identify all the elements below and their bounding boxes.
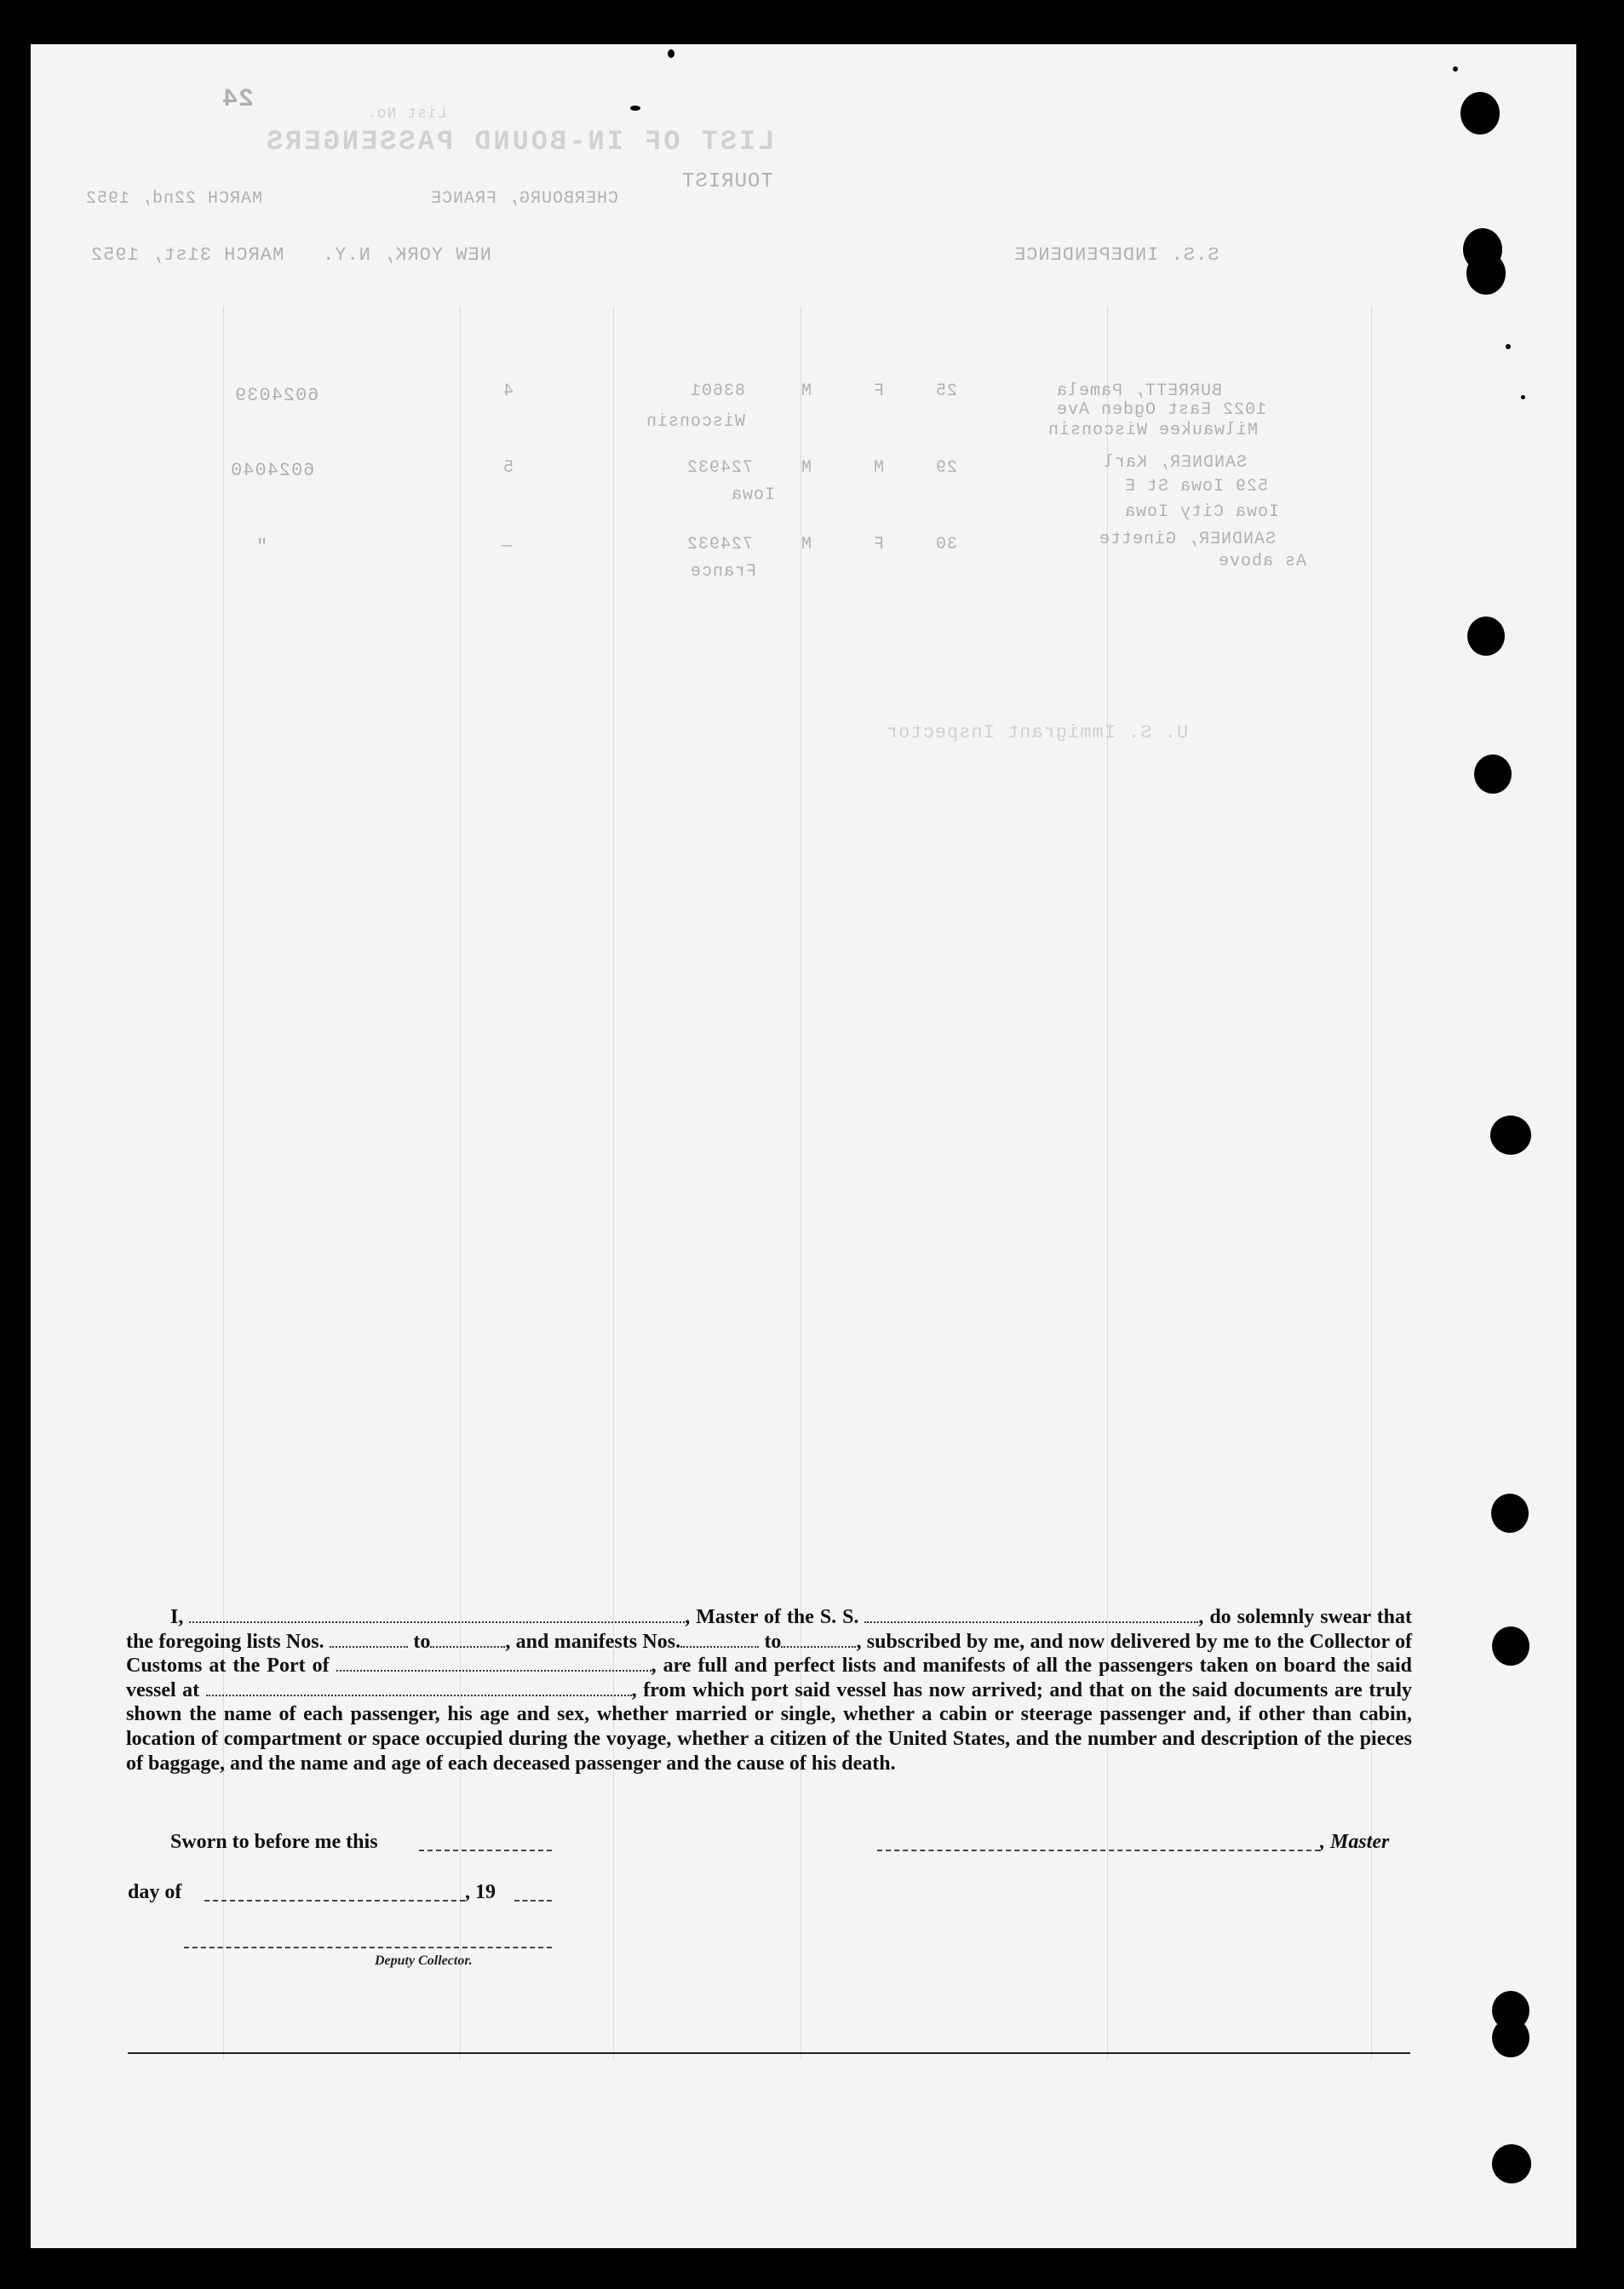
bleed-passenger-name: SANDNER, Karl bbox=[1103, 453, 1248, 473]
bleed-passenger-line: — bbox=[501, 536, 513, 556]
blank-port[interactable] bbox=[336, 1665, 651, 1672]
blank-year[interactable] bbox=[514, 1900, 552, 1902]
bleed-list-number: 24 bbox=[221, 85, 255, 114]
blank-manifest-from[interactable] bbox=[680, 1641, 759, 1648]
bleed-date-from: MARCH 22nd, 1952 bbox=[85, 189, 263, 209]
bleed-inspector: U. S. Immigrant Inspector bbox=[886, 722, 1189, 743]
sworn-label: Sworn to before me this bbox=[170, 1831, 378, 1853]
bleed-passenger-doc: 724932 bbox=[686, 458, 754, 478]
column-line bbox=[460, 307, 461, 2061]
blank-vessel-name[interactable] bbox=[864, 1616, 1198, 1623]
punch-hole bbox=[1474, 754, 1512, 794]
bleed-passenger-age: 30 bbox=[935, 535, 958, 554]
oath-swear: swear that the foregoing lists Nos. bbox=[126, 1606, 1413, 1653]
bleed-passenger-state: Wisconsin bbox=[646, 412, 746, 432]
bleed-passenger-ref: 6024039 bbox=[234, 385, 319, 406]
blank-deputy-signature[interactable] bbox=[184, 1947, 552, 1948]
bleed-ship: S.S. INDEPENDENCE bbox=[1013, 244, 1219, 266]
bleed-list-label: List No. bbox=[366, 106, 447, 123]
oath-opening: I, bbox=[170, 1606, 184, 1628]
ink-speck bbox=[630, 106, 640, 111]
oath-paragraph bbox=[126, 1605, 1412, 1776]
ink-speck bbox=[668, 49, 674, 58]
column-line bbox=[1107, 307, 1108, 2061]
bleed-passenger-ref: " bbox=[255, 536, 268, 558]
oath-full: , are full and perfect lists and bbox=[651, 1655, 916, 1678]
oath-master-of: , Master of the S. S. bbox=[685, 1606, 859, 1628]
bleed-passenger-marital: M bbox=[801, 458, 812, 478]
bleed-passenger-city: Milwaukee Wisconsin bbox=[1047, 421, 1259, 440]
bleed-passenger-line: 4 bbox=[502, 382, 514, 401]
bleed-passenger-state: France bbox=[690, 562, 757, 582]
blank-manifest-to[interactable] bbox=[781, 1641, 856, 1648]
punch-hole bbox=[1460, 92, 1500, 135]
bleed-passenger-age: 25 bbox=[935, 382, 958, 401]
bleed-port-to: NEW YORK, N.Y. bbox=[322, 244, 491, 266]
bleed-passenger-name: SANDNER, Ginette bbox=[1099, 530, 1277, 549]
blank-month[interactable] bbox=[204, 1900, 465, 1902]
blank-embark-port[interactable] bbox=[206, 1690, 632, 1696]
bleed-passenger-sex: F bbox=[873, 382, 885, 401]
oath-manifests: , and manifests Nos. bbox=[505, 1630, 681, 1653]
bleed-passenger-ref: 6024040 bbox=[230, 460, 315, 481]
bleed-passenger-address: 529 Iowa St E bbox=[1124, 477, 1269, 496]
blank-master-signature[interactable] bbox=[877, 1850, 1320, 1851]
bleed-heading: LIST OF IN-BOUND PASSENGERS bbox=[264, 126, 775, 158]
punch-hole bbox=[1466, 252, 1506, 295]
master-label: , Master bbox=[1320, 1831, 1390, 1853]
bleed-passenger-marital: M bbox=[801, 535, 812, 554]
blank-list-from[interactable] bbox=[330, 1641, 408, 1648]
oath-delivered: delivered by me to the Collector of Customs at the Port of bbox=[126, 1630, 1413, 1678]
blank-sworn-date[interactable] bbox=[419, 1850, 552, 1851]
bleed-passenger-marital: M bbox=[801, 382, 812, 401]
deputy-collector-label: Deputy Collector. bbox=[375, 1953, 473, 1968]
bleed-passenger-address: 1022 East Ogden Ave bbox=[1056, 400, 1267, 420]
bleed-passenger-line: 5 bbox=[502, 458, 514, 478]
column-line bbox=[223, 307, 224, 2061]
oath-manifests-all: manifests of all the passengers taken on board the said vessel at bbox=[126, 1655, 1413, 1701]
bleed-passenger-name: BURRETT, Pamela bbox=[1056, 382, 1223, 401]
document-sheet bbox=[31, 44, 1576, 2248]
column-line bbox=[1371, 307, 1372, 2061]
bleed-date-to: MARCH 31st, 1952 bbox=[90, 244, 284, 266]
bleed-port-from: CHERBOURG, FRANCE bbox=[430, 189, 619, 209]
year-label: , 19 bbox=[465, 1881, 496, 1903]
punch-hole bbox=[1492, 2144, 1531, 2183]
bleed-passenger-doc: 83601 bbox=[690, 382, 746, 401]
punch-hole bbox=[1490, 1116, 1531, 1155]
bottom-rule bbox=[128, 2052, 1410, 2054]
ink-speck bbox=[1506, 344, 1511, 349]
column-line bbox=[613, 307, 614, 2061]
punch-hole bbox=[1491, 1494, 1529, 1533]
oath-to: to bbox=[764, 1630, 782, 1653]
bleed-class: TOURIST bbox=[681, 170, 773, 193]
bleed-passenger-sex: M bbox=[873, 458, 885, 478]
ink-speck bbox=[1521, 395, 1525, 399]
oath-from-which: , from which bbox=[631, 1678, 745, 1701]
oath-body: port said vessel has now arrived; and that on the said documents are truly shown the name of each passenger, his age and sex, whether married or single, whether a cabin or steerage passenger and, if other than cabin, location of compartment or space occupied during the voyage, whether a citizen of the United States, and the number and description of the pieces of baggage, and the name and age of each deceased passenger and the cause of his death. bbox=[126, 1678, 1412, 1775]
ink-speck bbox=[1453, 66, 1458, 72]
punch-hole bbox=[1492, 2018, 1529, 2057]
blank-list-to[interactable] bbox=[430, 1641, 505, 1648]
blank-master-name[interactable] bbox=[189, 1616, 685, 1623]
oath-subscribed: , subscribed by me, and now bbox=[856, 1630, 1105, 1653]
bleed-passenger-age: 29 bbox=[935, 458, 958, 478]
oath-solemnly: , do solemnly bbox=[1198, 1606, 1315, 1628]
oath-to: to bbox=[413, 1630, 431, 1653]
day-of-label: day of bbox=[128, 1881, 182, 1903]
bleed-passenger-address: As above bbox=[1218, 552, 1307, 571]
punch-hole bbox=[1467, 617, 1505, 656]
punch-hole bbox=[1492, 1626, 1529, 1666]
bleed-passenger-city: Iowa City Iowa bbox=[1124, 502, 1280, 522]
bleed-passenger-state: Iowa bbox=[731, 485, 776, 505]
bleed-passenger-sex: F bbox=[873, 535, 885, 554]
bleed-passenger-doc: 724932 bbox=[686, 535, 754, 554]
